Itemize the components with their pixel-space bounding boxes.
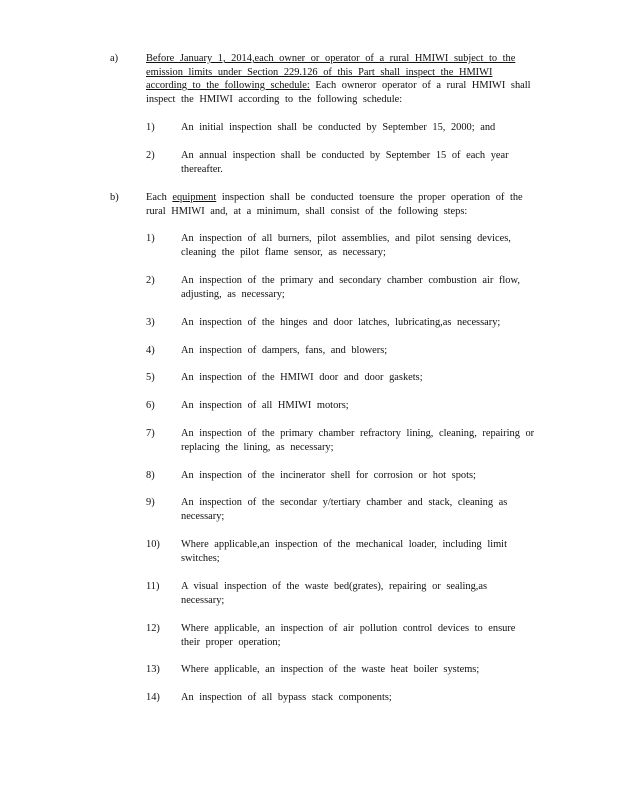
list-item-text: An inspection of the HMIWI door and door gaskets; — [181, 372, 423, 383]
item-number: 9) — [146, 497, 155, 508]
list-item-text: An inspection of dampers, fans, and blowers; — [181, 345, 388, 356]
list-item-text: An inspection of the primary chamber refractory lining, cleaning, repairing or replacing the lining, as necessary; — [181, 428, 535, 453]
item-number: 10) — [146, 539, 160, 550]
section-b-text-start: Each — [146, 192, 173, 203]
item-number: 1) — [146, 122, 155, 133]
item-number: 12) — [146, 623, 160, 634]
list-item-text: Where applicable, an inspection of the waste heat boiler systems; — [181, 664, 480, 675]
section-a-new-text: Each owneror operator of a rural HMIWI shall inspect the HMIWI according to the following schedule: — [146, 80, 531, 105]
section-b-marker: b) — [110, 192, 119, 203]
item-number: 11) — [146, 581, 160, 592]
list-item-text: An inspection of the primary and secondary chamber combustion air flow, adjusting, as necessary; — [181, 275, 520, 300]
item-number: 3) — [146, 317, 155, 328]
list-item-text: An inspection of all HMIWI motors; — [181, 400, 349, 411]
item-number: 4) — [146, 345, 155, 356]
list-item-text: An inspection of the secondar y/tertiary chamber and stack, cleaning as necessary; — [181, 497, 508, 522]
section-a-paragraph — [146, 52, 534, 106]
section-a-marker: a) — [110, 53, 119, 64]
list-item-text: Where applicable, an inspection of air pollution control devices to ensure their proper operation; — [181, 623, 516, 648]
item-number: 2) — [146, 150, 155, 161]
list-item-text: An annual inspection shall be conducted by September 15 of each year thereafter. — [181, 150, 509, 175]
list-item-text: An inspection of all bypass stack components; — [181, 692, 392, 703]
list-item-text: A visual inspection of the waste bed(grates), repairing or sealing,as necessary; — [181, 581, 488, 606]
list-item-text: An initial inspection shall be conducted by September 15, 2000; and — [181, 122, 496, 133]
section-b-text-end: inspection shall be conducted toensure the proper operation of the rural HMIWI and, at a minimum, shall consist of the following steps: — [146, 192, 523, 217]
item-number: 13) — [146, 664, 160, 675]
item-number: 2) — [146, 275, 155, 286]
list-item-text: An inspection of the hinges and door latches, lubricating,as necessary; — [181, 317, 501, 328]
item-number: 1) — [146, 233, 155, 244]
item-number: 7) — [146, 428, 155, 439]
list-item-text: An inspection of the incinerator shell for corrosion or hot spots; — [181, 470, 476, 481]
item-number: 8) — [146, 470, 155, 481]
item-number: 6) — [146, 400, 155, 411]
section-b-paragraph — [146, 191, 534, 218]
item-number: 5) — [146, 372, 155, 383]
list-item-text: Where applicable,an inspection of the mechanical loader, including limit switches; — [181, 539, 507, 564]
section-b-underlined-word: equipment — [172, 192, 217, 203]
section-a-struck-text: Before January 1, 2014,each owner or operator of a rural HMIWI subject to the emission limits under Section 229.126 of this Part shall inspect the HMIWI according to the following schedule: — [146, 53, 516, 91]
list-item-text: An inspection of all burners, pilot assemblies, and pilot sensing devices, cleaning the pilot flame sensor, as necessary; — [181, 233, 511, 258]
item-number: 14) — [146, 692, 160, 703]
